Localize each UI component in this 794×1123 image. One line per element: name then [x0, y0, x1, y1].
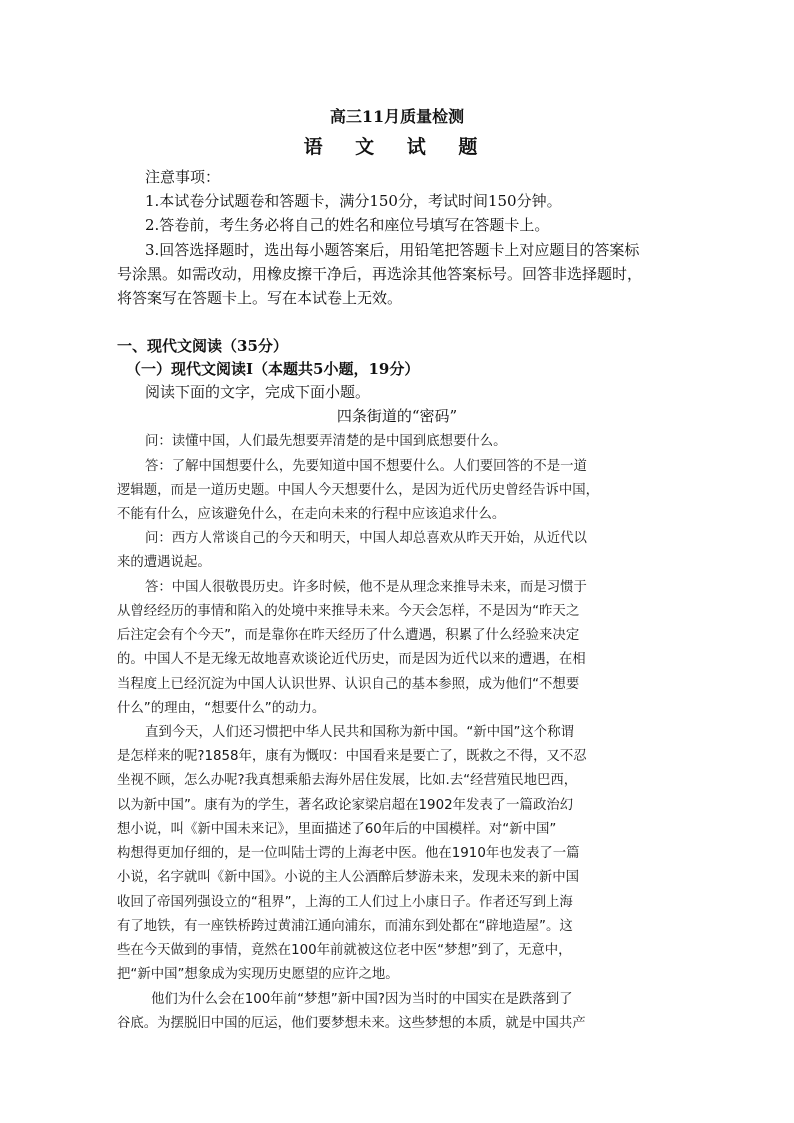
article-line: 问：西方人常谈自己的今天和明天，中国人却总喜欢从昨天开始，从近代以 — [145, 531, 587, 546]
article-line: 直到今天，人们还习惯把中华人民共和国称为新中国。“新中国”这个称谓 — [145, 725, 574, 740]
article-line: 不能有什么，应该避免什么，在走向未来的行程中应该追求什么。 — [117, 507, 506, 522]
article-line: 坐视不顾，怎么办呢?我真想乘船去海外居住发展，比如.去“经营殖民地巴西， — [117, 773, 578, 788]
notice-item: 号涂黑。如需改动，用橡皮擦干净后，再选涂其他答案标号。回答非选择题时， — [117, 265, 643, 283]
article-title: 四条街道的“密码” — [336, 407, 458, 425]
notice-item: 3.回答选择题时，选出每小题答案后，用铅笔把答题卡上对应题目的答案标 — [145, 241, 640, 259]
article-line: 答：中国人很敬畏历史。许多时候，他不是从理念来推导未来，而是习惯于 — [145, 580, 587, 595]
article-line: 构想得更加仔细的，是一位叫陆士谔的上海老中医。他在1910年也发表了一篇 — [117, 846, 580, 861]
article-line: 他们为什么会在100年前“梦想”新中国?因为当时的中国实在是跌落到了 — [151, 992, 573, 1007]
article-line: 是怎样来的呢?1858年，康有为慨叹：中国看来是要亡了，既救之不得，又不忍 — [117, 749, 587, 764]
article-line: 的。中国人不是无缘无故地喜欢谈论近代历史，而是因为近代以来的遭遇，在相 — [117, 652, 586, 667]
article-line: 什么”的理由，“想要什么”的动力。 — [117, 701, 326, 716]
notice-heading: 注意事项： — [145, 168, 221, 186]
article-line: 逻辑题，而是一道历史题。中国人今天想要什么，是因为近代历史曾经告诉中国， — [117, 483, 600, 498]
notice-item: 将答案写在答题卡上。写在本试卷上无效。 — [117, 289, 403, 307]
section-title: 一、现代文阅读（35分） — [117, 337, 288, 355]
section-instruction: 阅读下面的文字，完成下面小题。 — [145, 383, 371, 401]
article-line: 有了地铁，有一座铁桥跨过黄浦江通向浦东，而浦东到处都在“辟地造屋”。这 — [117, 919, 573, 934]
notice-item: 2.答卷前，考生务必将自己的姓名和座位号填写在答题卡上。 — [145, 216, 550, 234]
article-line: 后注定会有个今天”，而是靠你在昨天经历了什么遭遇，积累了什么经验来决定 — [117, 628, 580, 643]
section-subtitle: （一）现代文阅读Ⅰ（本题共5小题，19分） — [126, 360, 420, 378]
exam-header: 高三11月质量检测 — [329, 107, 465, 126]
article-line: 从曾经经历的事情和陷入的处境中来推导未来。今天会怎样，不是因为“昨天之 — [117, 604, 580, 619]
article-line: 答：了解中国想要什么，先要知道中国不想要什么。人们要回答的不是一道 — [145, 459, 587, 474]
article-line: 把“新中国”想象成为实现历史愿望的应许之地。 — [117, 967, 399, 982]
notice-item: 1.本试卷分试题卷和答题卡，满分150分，考试时间150分钟。 — [145, 192, 562, 210]
article-line: 当程度上已经沉淀为中国人认识世界、认识自己的基本参照，成为他们“不想要 — [117, 677, 580, 692]
article-line: 些在今天做到的事情，竟然在100年前就被这位老中医“梦想”到了，无意中， — [117, 943, 572, 958]
article-line: 收回了帝国列强设立的“租界”，上海的工人们过上小康日子。作者还写到上海 — [117, 895, 573, 910]
article-line: 想小说，叫《新中国未来记》，里面描述了60年后的中国模样。对“新中国” — [117, 822, 557, 837]
article-line: 问：读懂中国，人们最先想要弄清楚的是中国到底想要什么。 — [145, 434, 507, 449]
article-line: 以为新中国”。康有为的学生，著名政论家梁启超在1902年发表了一篇政治幻 — [117, 798, 574, 813]
article-line: 来的遭遇说起。 — [117, 555, 211, 570]
exam-subject-title: 语 文 试 题 — [303, 136, 491, 158]
article-line: 小说，名字就叫《新中国》。小说的主人公酒醉后梦游未来，发现未来的新中国 — [117, 870, 579, 885]
article-line: 谷底。为摆脱旧中国的厄运，他们要梦想未来。这些梦想的本质，就是中国共产 — [117, 1016, 586, 1031]
